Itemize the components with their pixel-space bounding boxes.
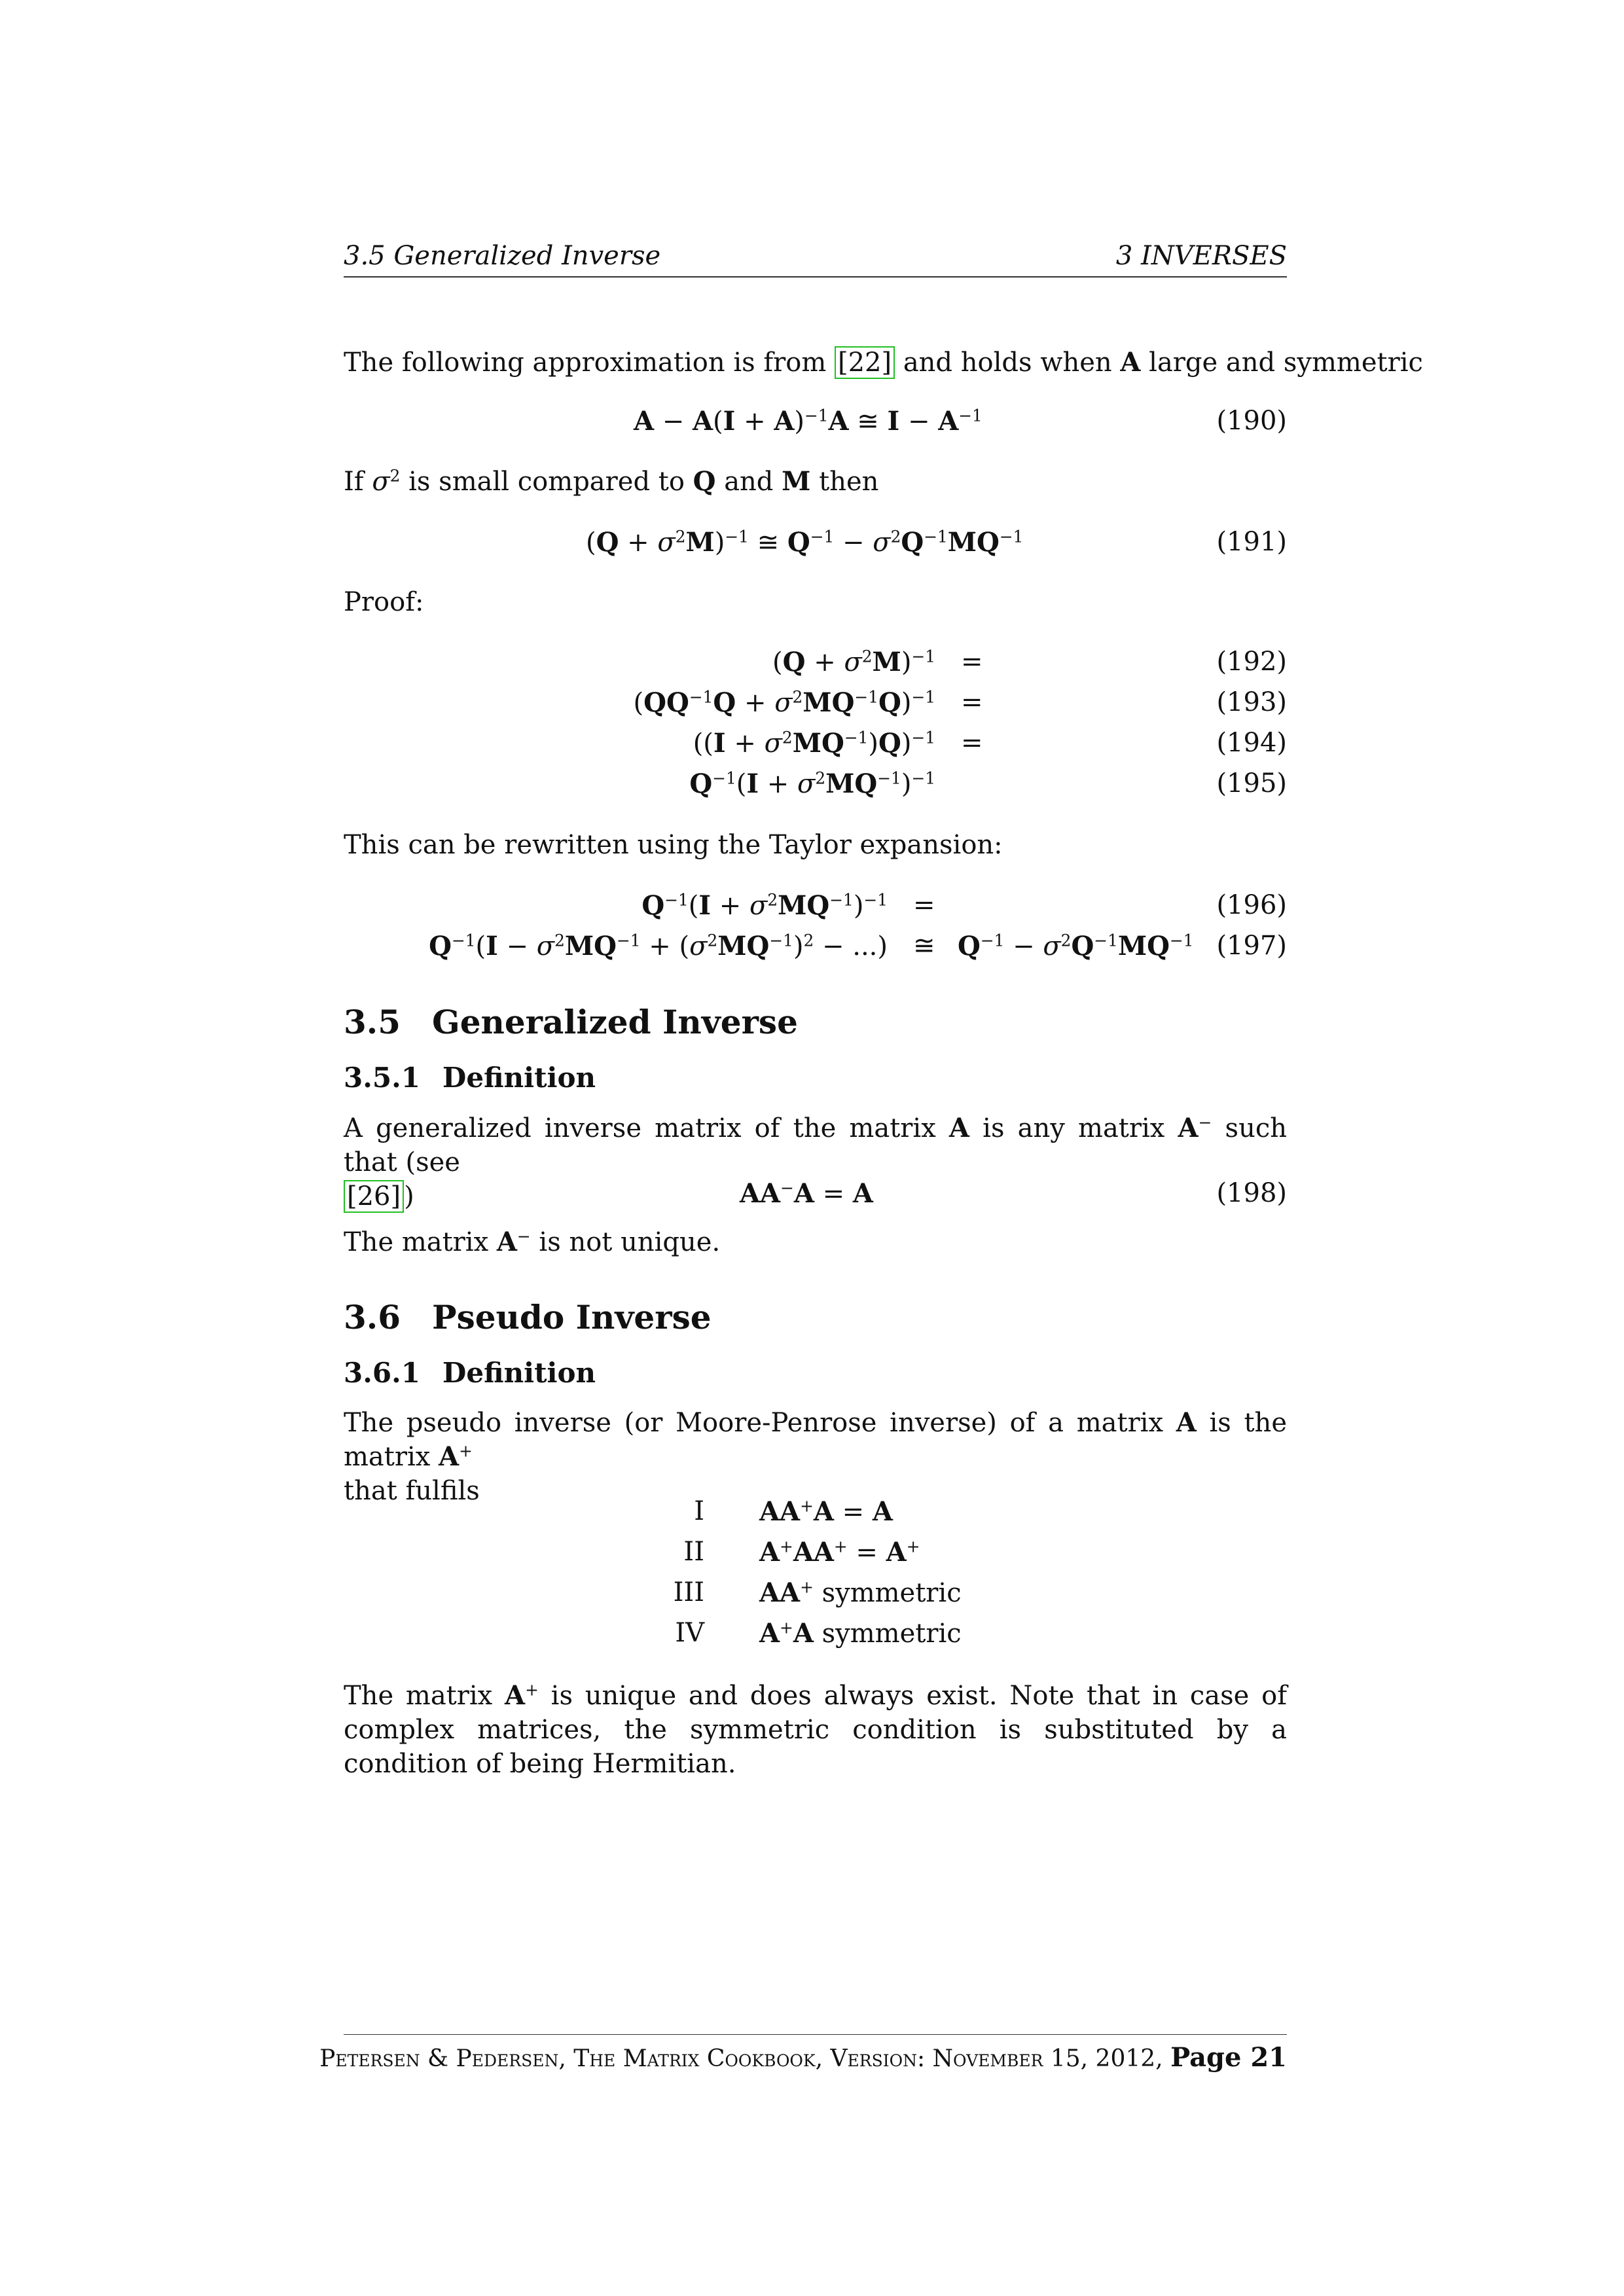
proof-label: Proof: bbox=[344, 587, 424, 617]
equation-196-lhs: $Q^{-1}(I + \sigma^2MQ^{-1})^{-1}$ bbox=[641, 890, 888, 921]
footer-rule bbox=[344, 2034, 1287, 2035]
equals-sign: = bbox=[961, 687, 983, 717]
equation-197-rhs: $Q^{-1} - \sigma^2Q^{-1}MQ^{-1}$ bbox=[958, 931, 1194, 961]
equation-193-lhs: $(QQ^{-1}Q + \sigma^2MQ^{-1}Q)^{-1}$ bbox=[633, 687, 935, 718]
taylor-paragraph: This can be rewritten using the Taylor expansion: bbox=[344, 830, 1003, 860]
page-footer: Petersen & Pedersen, The Matrix Cookbook, Version: November 15, 2012, Page 21 bbox=[319, 2042, 1287, 2073]
section-heading-3-5: 3.5 Generalized Inverse bbox=[344, 1003, 798, 1041]
equation-number: (197) bbox=[1216, 931, 1287, 961]
generalized-inverse-paragraph: A generalized inverse matrix of the matrix A is any matrix A− such that (see [26] ) bbox=[344, 1113, 1287, 1211]
subsection-heading-3-5-1: 3.5.1 Definition bbox=[344, 1062, 596, 1094]
equation-number: (193) bbox=[1216, 687, 1287, 717]
condition-numeral: II bbox=[683, 1537, 704, 1567]
equation-195-lhs: $Q^{-1}(I + \sigma^2MQ^{-1})^{-1}$ bbox=[689, 768, 935, 799]
approx-sign: ≅ bbox=[913, 931, 935, 961]
pseudo-inverse-paragraph: The pseudo inverse (or Moore-Penrose inverse) of a matrix A is the matrix A+ that fulfils bbox=[344, 1407, 1287, 1506]
header-rule bbox=[344, 276, 1287, 278]
not-unique-paragraph: The matrix A− is not unique. bbox=[344, 1227, 721, 1257]
equals-sign: = bbox=[913, 890, 935, 920]
equation-198: AA−A = A bbox=[740, 1178, 873, 1209]
equation-number: (194) bbox=[1216, 728, 1287, 758]
condition-paragraph: If $\sigma^2$ is small compared to Q and M then bbox=[344, 466, 879, 497]
closing-paragraph: The matrix A+ is unique and does always exist. Note that in case of complex matrices, the symmetric condition is substituted by a condition of being Hermitian. bbox=[344, 1680, 1288, 1779]
running-header-right: 3 INVERSES bbox=[1115, 241, 1287, 271]
intro-paragraph: The following approximation is from [22] and holds when A large and symmetric bbox=[344, 347, 1423, 378]
equals-sign: = bbox=[961, 647, 983, 677]
equation-197-lhs: $Q^{-1}(I - \sigma^2MQ^{-1} + (\sigma^2MQ^{-1})^2$ − ...) bbox=[429, 931, 888, 961]
condition-formula: AA+A = A bbox=[759, 1496, 893, 1527]
condition-formula: A+AA+ = A+ bbox=[759, 1537, 920, 1568]
equation-number: (191) bbox=[1216, 527, 1287, 557]
equation-number: (190) bbox=[1216, 406, 1287, 436]
condition-numeral: III bbox=[673, 1577, 704, 1607]
condition-formula: A+A symmetric bbox=[759, 1618, 962, 1649]
condition-formula: AA+ symmetric bbox=[759, 1577, 962, 1608]
equation-number: (195) bbox=[1216, 768, 1287, 798]
equation-190: $A - A(I + A)^{-1}A$ ≅ $I - A^{-1}$ bbox=[634, 406, 983, 437]
equation-192-lhs: $(Q + \sigma^2M)^{-1}$ bbox=[772, 647, 935, 677]
running-header-left: 3.5 Generalized Inverse bbox=[344, 241, 661, 271]
equation-191: $(Q + \sigma^2M)^{-1}$ ≅ $Q^{-1} - \sigma^2Q^{-1}MQ^{-1}$ bbox=[586, 527, 1024, 558]
equation-number: (198) bbox=[1216, 1178, 1287, 1208]
citation-link[interactable]: [26] bbox=[344, 1180, 404, 1213]
equals-sign: = bbox=[961, 728, 983, 758]
equation-194-lhs: $((I + \sigma^2MQ^{-1})Q)^{-1}$ bbox=[693, 728, 935, 759]
subsection-heading-3-6-1: 3.6.1 Definition bbox=[344, 1357, 596, 1389]
citation-link[interactable]: [22] bbox=[835, 346, 895, 379]
equation-number: (192) bbox=[1216, 647, 1287, 677]
equation-number: (196) bbox=[1216, 890, 1287, 920]
condition-numeral: IV bbox=[675, 1618, 704, 1648]
section-heading-3-6: 3.6 Pseudo Inverse bbox=[344, 1298, 712, 1336]
condition-numeral: I bbox=[694, 1496, 704, 1526]
